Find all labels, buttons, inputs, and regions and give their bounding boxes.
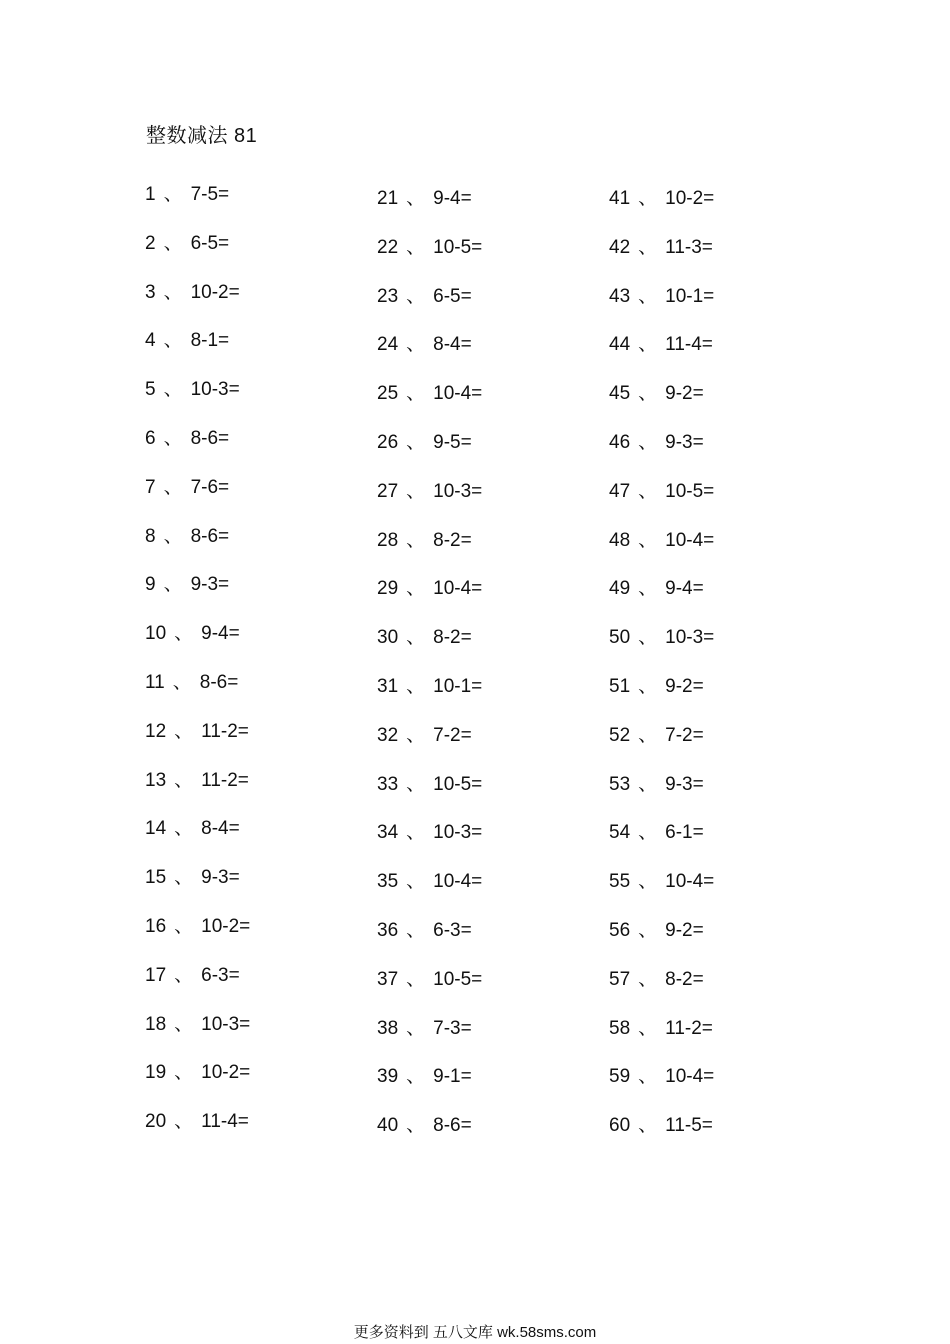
problem-separator: 、 — [638, 334, 658, 356]
problem-number: 35 — [377, 871, 399, 893]
problem-number: 24 — [377, 334, 399, 356]
problem-expression: 8-6= — [190, 427, 230, 449]
problem-number: 59 — [609, 1066, 631, 1088]
problem-number: 49 — [609, 578, 631, 600]
problem-expression: 10-5= — [433, 236, 483, 258]
problem-separator: 、 — [638, 431, 658, 453]
problem-expression: 9-4= — [433, 188, 472, 209]
problem-item — [609, 479, 829, 528]
problem-number: 19 — [145, 1062, 167, 1084]
problem-number: 25 — [377, 383, 399, 405]
problem-number: 34 — [377, 822, 399, 844]
problem-item — [145, 328, 365, 377]
problem-separator: 、 — [406, 236, 426, 258]
problem-item — [145, 719, 365, 768]
problem-number: 2 — [145, 232, 156, 254]
problem-item — [609, 381, 829, 430]
problem-expression: 9-2= — [665, 675, 704, 697]
problem-expression: 9-4= — [665, 578, 704, 600]
problem-separator: 、 — [163, 232, 183, 254]
problem-expression: 10-4= — [433, 871, 483, 893]
problem-number: 1 — [145, 184, 156, 205]
problem-separator: 、 — [163, 281, 183, 303]
problem-item — [609, 625, 829, 674]
problem-number: 3 — [145, 281, 156, 303]
problem-separator: 、 — [406, 578, 426, 600]
problem-expression: 8-4= — [433, 334, 472, 356]
problem-item — [145, 914, 365, 963]
problem-item — [609, 723, 829, 772]
problem-separator: 、 — [406, 1066, 426, 1088]
problem-expression: 10-1= — [433, 675, 483, 697]
problem-separator: 、 — [638, 383, 658, 405]
problem-separator: 、 — [406, 480, 426, 502]
problem-expression: 7-2= — [433, 724, 472, 746]
problem-number: 60 — [609, 1115, 631, 1137]
problem-number: 55 — [609, 871, 631, 893]
problem-number: 7 — [145, 476, 156, 498]
problem-item — [145, 377, 365, 426]
problem-expression: 10-2= — [201, 1062, 251, 1084]
problem-item — [145, 524, 365, 573]
problem-expression: 9-3= — [665, 431, 704, 453]
problem-number: 50 — [609, 627, 631, 649]
problem-number: 39 — [377, 1066, 399, 1088]
problem-separator: 、 — [406, 773, 426, 795]
problem-expression: 8-6= — [199, 671, 239, 693]
problem-expression: 8-2= — [433, 529, 472, 551]
problem-number: 33 — [377, 773, 399, 795]
problem-separator: 、 — [638, 285, 658, 307]
problem-item — [609, 820, 829, 869]
problem-expression: 10-4= — [665, 529, 715, 551]
problem-separator: 、 — [406, 627, 426, 649]
problem-separator: 、 — [638, 529, 658, 551]
problem-expression: 6-5= — [433, 285, 472, 307]
problem-expression: 9-3= — [201, 867, 240, 889]
problem-separator: 、 — [406, 724, 426, 746]
problem-item — [609, 284, 829, 333]
problem-expression: 10-3= — [190, 379, 240, 401]
problem-expression: 8-2= — [665, 968, 704, 990]
problem-expression: 11-2= — [665, 1017, 713, 1039]
problem-separator: 、 — [163, 427, 183, 449]
problem-item — [609, 235, 829, 284]
problem-item — [145, 816, 365, 865]
problem-expression: 11-2= — [201, 720, 249, 742]
problem-expression: 11-4= — [201, 1111, 249, 1133]
problem-number: 29 — [377, 578, 399, 600]
problem-number: 17 — [145, 964, 167, 986]
problem-item — [377, 967, 597, 1016]
problem-item — [377, 479, 597, 528]
problem-item — [609, 186, 829, 235]
problem-expression: 11-2= — [201, 769, 249, 791]
problem-expression: 7-3= — [433, 1017, 472, 1039]
problem-number: 31 — [377, 675, 399, 697]
problem-separator: 、 — [406, 529, 426, 551]
problem-expression: 10-2= — [201, 915, 251, 937]
problem-item — [377, 625, 597, 674]
problem-expression: 9-2= — [665, 383, 704, 405]
problem-separator: 、 — [638, 822, 658, 844]
problem-expression: 6-3= — [433, 919, 472, 941]
problem-number: 32 — [377, 724, 399, 746]
problem-separator: 、 — [163, 525, 183, 547]
problem-item — [377, 332, 597, 381]
problem-separator: 、 — [406, 822, 426, 844]
problem-number: 57 — [609, 968, 631, 990]
problem-expression: 10-3= — [201, 1013, 251, 1035]
problem-expression: 10-4= — [665, 1066, 715, 1088]
problem-number: 44 — [609, 334, 631, 356]
problem-separator: 、 — [174, 818, 194, 840]
problem-number: 6 — [145, 427, 156, 449]
problem-item — [377, 918, 597, 967]
problem-expression: 9-2= — [665, 919, 704, 941]
problem-number: 21 — [377, 188, 399, 209]
problem-number: 41 — [609, 188, 631, 209]
problem-item — [145, 963, 365, 1012]
problem-expression: 10-5= — [433, 773, 483, 795]
problem-item — [609, 869, 829, 918]
problem-expression: 11-4= — [665, 334, 713, 356]
problem-expression: 10-3= — [433, 822, 483, 844]
problem-number: 40 — [377, 1115, 399, 1137]
problem-expression: 10-3= — [433, 480, 483, 502]
problem-column-3 — [609, 186, 829, 1162]
problem-separator: 、 — [163, 184, 183, 205]
problem-separator: 、 — [174, 964, 194, 986]
problem-item — [145, 475, 365, 524]
problem-separator: 、 — [638, 1066, 658, 1088]
problem-number: 47 — [609, 480, 631, 502]
problem-number: 45 — [609, 383, 631, 405]
problem-item — [377, 381, 597, 430]
problem-separator: 、 — [174, 1111, 194, 1133]
problem-number: 28 — [377, 529, 399, 551]
problem-item — [145, 231, 365, 280]
problem-item — [377, 723, 597, 772]
problem-separator: 、 — [174, 1013, 194, 1035]
problem-item — [609, 332, 829, 381]
problem-number: 30 — [377, 627, 399, 649]
problem-separator: 、 — [638, 1115, 658, 1137]
problem-expression: 8-2= — [433, 627, 472, 649]
problem-separator: 、 — [638, 773, 658, 795]
problem-item — [377, 869, 597, 918]
problem-item — [377, 528, 597, 577]
problem-item — [377, 430, 597, 479]
problem-expression: 10-5= — [665, 480, 715, 502]
problem-number: 8 — [145, 525, 156, 547]
problem-separator: 、 — [638, 1017, 658, 1039]
problem-number: 43 — [609, 285, 631, 307]
problem-separator: 、 — [174, 720, 194, 742]
problem-number: 4 — [145, 330, 156, 352]
problem-separator: 、 — [406, 871, 426, 893]
problem-separator: 、 — [163, 574, 183, 596]
footer-watermark-text: 更多资料到 五八文库 wk.58sms.com — [353, 1324, 597, 1341]
problem-expression: 9-1= — [433, 1066, 472, 1088]
problem-separator: 、 — [174, 867, 194, 889]
problem-number: 13 — [145, 769, 167, 791]
problem-number: 27 — [377, 480, 399, 502]
problem-item — [377, 674, 597, 723]
problem-number: 10 — [145, 623, 167, 645]
problem-expression: 10-4= — [665, 871, 715, 893]
problem-number: 58 — [609, 1017, 631, 1039]
problem-number: 22 — [377, 236, 399, 258]
problem-expression: 8-6= — [433, 1115, 472, 1137]
problem-separator: 、 — [638, 188, 658, 209]
problem-item — [145, 1109, 365, 1158]
problem-item — [377, 820, 597, 869]
problem-expression: 8-6= — [190, 525, 230, 547]
problem-number: 9 — [145, 574, 156, 596]
problem-separator: 、 — [406, 285, 426, 307]
problem-expression: 9-3= — [665, 773, 704, 795]
problem-number: 12 — [145, 720, 167, 742]
problem-item — [377, 576, 597, 625]
problem-number: 46 — [609, 431, 631, 453]
problem-item — [609, 967, 829, 1016]
problem-separator: 、 — [638, 627, 658, 649]
problem-number: 56 — [609, 919, 631, 941]
problem-number: 38 — [377, 1017, 399, 1039]
problem-expression: 11-3= — [665, 236, 713, 258]
problem-number: 16 — [145, 915, 167, 937]
problem-column-1 — [145, 182, 365, 1158]
problem-number: 51 — [609, 675, 631, 697]
problem-expression: 10-2= — [665, 188, 715, 209]
problem-column-2 — [377, 186, 597, 1162]
problem-number: 11 — [145, 671, 165, 693]
problem-separator: 、 — [163, 476, 183, 498]
problem-separator: 、 — [638, 480, 658, 502]
problem-item — [609, 576, 829, 625]
problem-item — [377, 772, 597, 821]
problem-separator: 、 — [406, 383, 426, 405]
problem-separator: 、 — [638, 675, 658, 697]
problem-item — [609, 1064, 829, 1113]
problem-item — [377, 235, 597, 284]
problem-number: 36 — [377, 919, 399, 941]
problem-expression: 9-4= — [201, 623, 240, 645]
problem-expression: 6-5= — [190, 232, 230, 254]
problem-item — [609, 918, 829, 967]
problem-expression: 10-5= — [433, 968, 483, 990]
problem-number: 20 — [145, 1111, 167, 1133]
problem-number: 52 — [609, 724, 631, 746]
problem-expression: 9-5= — [433, 431, 472, 453]
problem-item — [609, 528, 829, 577]
problem-separator: 、 — [406, 919, 426, 941]
problem-expression: 10-4= — [433, 383, 483, 405]
problem-number: 53 — [609, 773, 631, 795]
problem-expression: 10-4= — [433, 578, 483, 600]
problem-number: 14 — [145, 818, 167, 840]
problem-expression: 7-6= — [190, 476, 230, 498]
problem-item — [145, 865, 365, 914]
problem-separator: 、 — [638, 968, 658, 990]
problem-item — [145, 1060, 365, 1109]
problem-item — [609, 1113, 829, 1162]
problem-item — [145, 621, 365, 670]
problem-number: 26 — [377, 431, 399, 453]
problem-number: 23 — [377, 285, 399, 307]
problem-separator: 、 — [638, 236, 658, 258]
problem-expression: 7-2= — [665, 724, 704, 746]
problem-item — [145, 670, 365, 719]
problem-item — [609, 674, 829, 723]
problem-number: 18 — [145, 1013, 167, 1035]
problem-separator: 、 — [174, 1062, 194, 1084]
problem-item — [377, 186, 597, 235]
problem-item — [145, 768, 365, 817]
problem-expression: 10-3= — [665, 627, 715, 649]
problem-item — [609, 1016, 829, 1065]
problem-separator: 、 — [406, 968, 426, 990]
problem-separator: 、 — [406, 334, 426, 356]
problem-separator: 、 — [172, 671, 192, 693]
problem-item — [377, 284, 597, 333]
problem-item — [145, 572, 365, 621]
problem-expression: 11-5= — [665, 1115, 713, 1137]
problem-item — [609, 430, 829, 479]
problem-item — [609, 772, 829, 821]
problem-expression: 8-1= — [190, 330, 230, 352]
problem-item — [145, 280, 365, 329]
problem-item — [145, 1012, 365, 1061]
problem-number: 37 — [377, 968, 399, 990]
problem-separator: 、 — [638, 919, 658, 941]
problem-separator: 、 — [406, 1017, 426, 1039]
problem-expression: 10-2= — [190, 281, 240, 303]
problem-expression: 7-5= — [190, 184, 230, 205]
problem-number: 15 — [145, 867, 167, 889]
problem-separator: 、 — [406, 431, 426, 453]
problem-item — [377, 1113, 597, 1162]
problem-number: 42 — [609, 236, 631, 258]
problem-separator: 、 — [638, 871, 658, 893]
problem-number: 5 — [145, 379, 156, 401]
problem-separator: 、 — [174, 623, 194, 645]
problem-expression: 6-1= — [665, 822, 704, 844]
problem-separator: 、 — [638, 724, 658, 746]
problem-separator: 、 — [406, 188, 426, 209]
problem-separator: 、 — [163, 379, 183, 401]
problem-number: 48 — [609, 529, 631, 551]
problem-expression: 9-3= — [190, 574, 230, 596]
problem-separator: 、 — [174, 915, 194, 937]
problem-item — [145, 426, 365, 475]
problem-separator: 、 — [406, 675, 426, 697]
problem-item — [145, 182, 365, 231]
worksheet-title: 整数减法 81 — [146, 125, 258, 147]
problem-separator: 、 — [638, 578, 658, 600]
problem-expression: 8-4= — [201, 818, 240, 840]
problem-separator: 、 — [406, 1115, 426, 1137]
problem-separator: 、 — [163, 330, 183, 352]
problem-item — [377, 1016, 597, 1065]
problem-item — [377, 1064, 597, 1113]
problem-separator: 、 — [174, 769, 194, 791]
problem-number: 54 — [609, 822, 631, 844]
problem-expression: 6-3= — [201, 964, 240, 986]
problem-expression: 10-1= — [665, 285, 715, 307]
